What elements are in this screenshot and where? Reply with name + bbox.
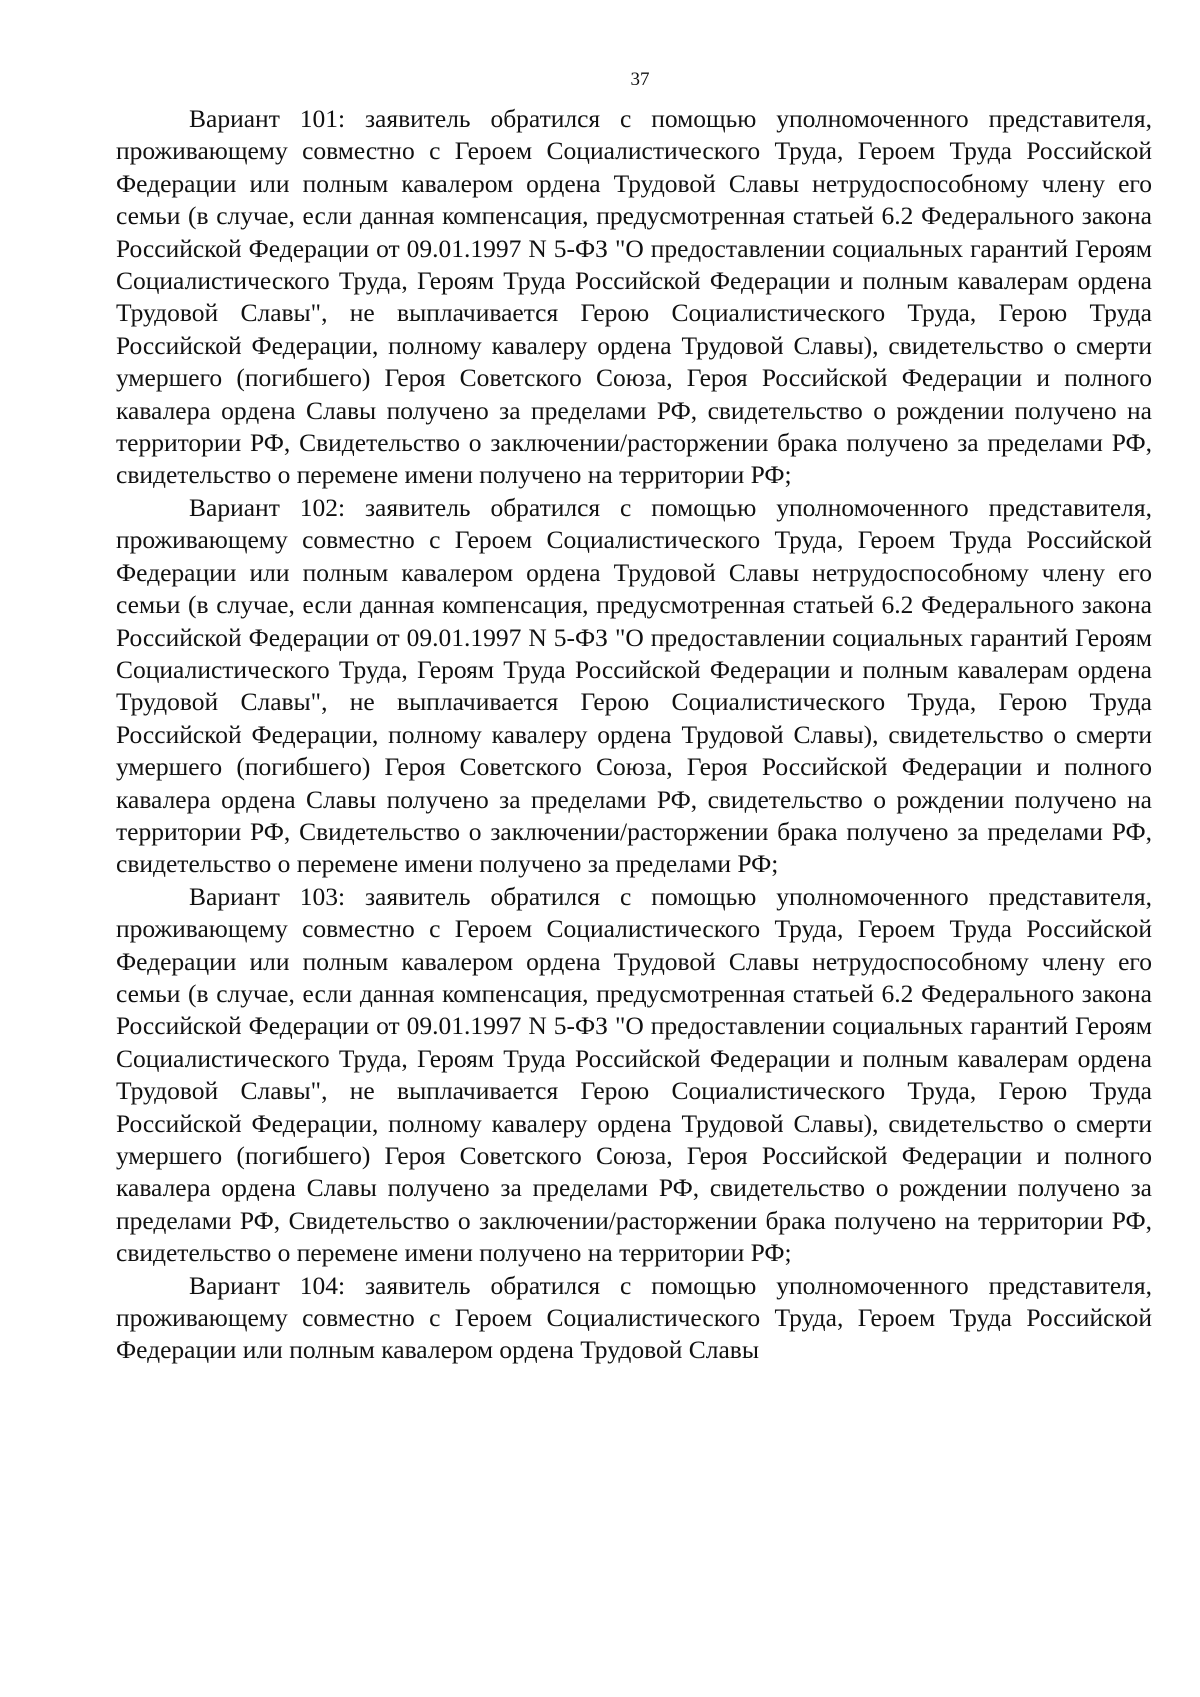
paragraph-variant-103: Вариант 103: заявитель обратился с помощью уполномоченного представителя, проживающему совместно с Героем Социалистического Труда, Героем Труда Российской Федерации или полным кавалером ордена Трудовой Славы нетрудоспособному члену его семьи (в случае, если данная компенсация, предусмотренная статьей 6.2 Федерального закона Российской Федерации от 09.01.1997 N 5-ФЗ "О предоставлении социальных гарантий Героям Социалистического Труда, Героям Труда Российской Федерации и полным кавалерам ордена Трудовой Славы", не выплачивается Герою Социалистического Труда, Герою Труда Российской Федерации, полному кавалеру ордена Трудовой Славы), свидетельство о смерти умершего (погибшего) Героя Советского Союза, Героя Российской Федерации и полного кавалера ордена Славы получено за пределами РФ, свидетельство о рождении получено за пределами РФ, Свидетельство о заключении/расторжении брака получено на территории РФ, свидетельство о перемене имени получено на территории РФ;	[116, 881, 1152, 1268]
paragraph-variant-102: Вариант 102: заявитель обратился с помощью уполномоченного представителя, проживающему совместно с Героем Социалистического Труда, Героем Труда Российской Федерации или полным кавалером ордена Трудовой Славы нетрудоспособному члену его семьи (в случае, если данная компенсация, предусмотренная статьей 6.2 Федерального закона Российской Федерации от 09.01.1997 N 5-ФЗ "О предоставлении социальных гарантий Героям Социалистического Труда, Героям Труда Российской Федерации и полным кавалерам ордена Трудовой Славы", не выплачивается Герою Социалистического Труда, Герою Труда Российской Федерации, полному кавалеру ордена Трудовой Славы), свидетельство о смерти умершего (погибшего) Героя Советского Союза, Героя Российской Федерации и полного кавалера ордена Славы получено за пределами РФ, свидетельство о рождении получено на территории РФ, Свидетельство о заключении/расторжении брака получено за пределами РФ, свидетельство о перемене имени получено за пределами РФ;	[116, 492, 1152, 879]
paragraph-variant-104: Вариант 104: заявитель обратился с помощью уполномоченного представителя, проживающему совместно с Героем Социалистического Труда, Героем Труда Российской Федерации или полным кавалером ордена Трудовой Славы	[116, 1270, 1152, 1365]
document-body	[116, 103, 1152, 1367]
page-number: 37	[630, 69, 650, 90]
paragraph-variant-101: Вариант 101: заявитель обратился с помощью уполномоченного представителя, проживающему совместно с Героем Социалистического Труда, Героем Труда Российской Федерации или полным кавалером ордена Трудовой Славы нетрудоспособному члену его семьи (в случае, если данная компенсация, предусмотренная статьей 6.2 Федерального закона Российской Федерации от 09.01.1997 N 5-ФЗ "О предоставлении социальных гарантий Героям Социалистического Труда, Героям Труда Российской Федерации и полным кавалерам ордена Трудовой Славы", не выплачивается Герою Социалистического Труда, Герою Труда Российской Федерации, полному кавалеру ордена Трудовой Славы), свидетельство о смерти умершего (погибшего) Героя Советского Союза, Героя Российской Федерации и полного кавалера ордена Славы получено за пределами РФ, свидетельство о рождении получено на территории РФ, Свидетельство о заключении/расторжении брака получено за пределами РФ, свидетельство о перемене имени получено на территории РФ;	[116, 104, 1152, 490]
